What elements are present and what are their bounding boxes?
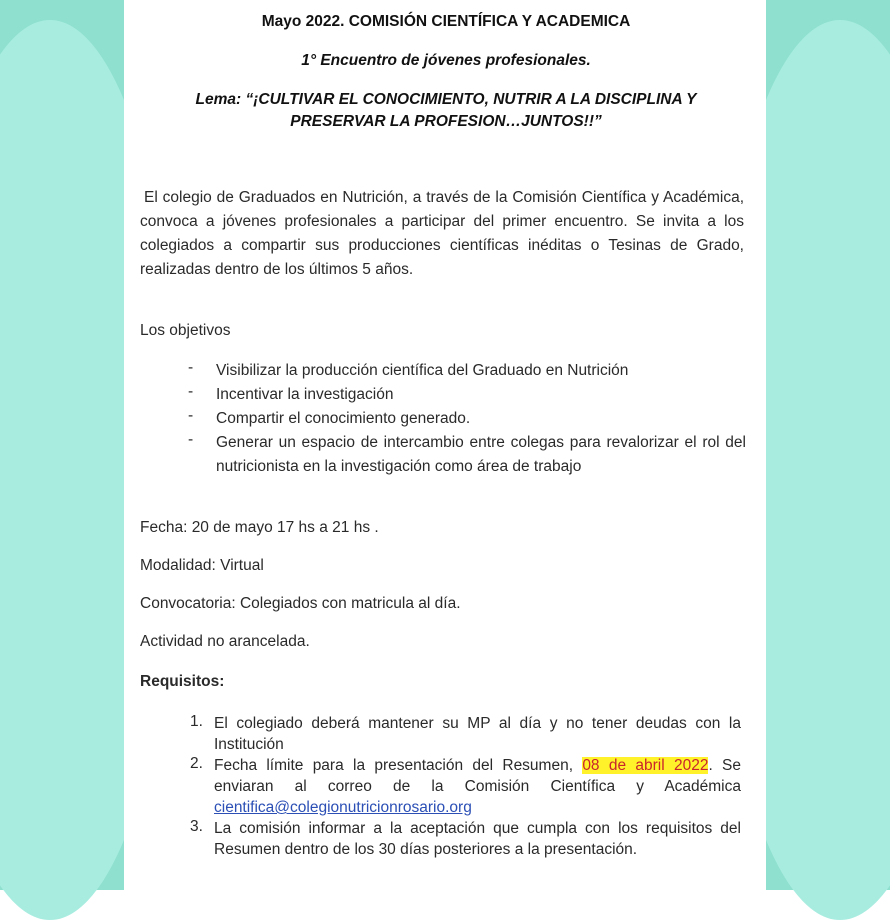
email-link[interactable]: cientifica@colegionutricionrosario.org [214, 799, 472, 816]
objective-text: Compartir el conocimiento generado. [216, 410, 471, 427]
requirement-text-middle: . Se enviaran al correo de la Comisión Científica y Académica [214, 757, 741, 795]
document-title: Mayo 2022. COMISIÓN CIENTÍFICA Y ACADEMICA [261, 13, 631, 30]
requirements-label: Requisitos: [140, 673, 225, 690]
motto-line-1: Lema: “¡CULTIVAR EL CONOCIMIENTO, NUTRIR A LA DISCIPLINA Y [195, 91, 697, 108]
event-call: Convocatoria: Colegiados con matricula al día. [140, 595, 461, 612]
requirement-text: La comisión informar a la aceptación que cumpla con los requisitos del Resumen dentro de los 30 días posteriores a la presentación. [214, 820, 741, 858]
deadline-highlight: 08 de abril 2022 [582, 757, 709, 774]
objectives-label: Los objetivos [140, 322, 231, 339]
event-date: Fecha: 20 de mayo 17 hs a 21 hs . [140, 519, 379, 536]
requirement-text-start: Fecha límite para la presentación del Resumen, [214, 757, 574, 774]
requirement-number: 3. [190, 818, 203, 835]
requirement-number: 2. [190, 755, 203, 772]
event-modality: Modalidad: Virtual [140, 557, 264, 574]
requirement-text: El colegiado deberá mantener su MP al día y no tener deudas con la Institución [214, 715, 741, 753]
requirement-number: 1. [190, 713, 203, 730]
bullet-dash: - [188, 383, 194, 400]
requirement-text [214, 755, 741, 818]
objective-text: Generar un espacio de intercambio entre colegas para revalorizar el rol del nutricionista en la investigación como área de trabajo [216, 434, 746, 475]
bullet-dash: - [188, 407, 194, 424]
motto-line-2: PRESERVAR LA PROFESION…JUNTOS!!” [290, 113, 602, 130]
objective-text: Incentivar la investigación [216, 386, 394, 403]
objective-text: Visibilizar la producción científica del Graduado en Nutrición [216, 362, 629, 379]
event-fee-note: Actividad no arancelada. [140, 633, 310, 650]
document-subtitle: 1° Encuentro de jóvenes profesionales. [301, 52, 591, 69]
bullet-dash: - [188, 431, 194, 448]
intro-paragraph: El colegio de Graduados en Nutrición, a través de la Comisión Científica y Académica, convoca a jóvenes profesionales a participar del primer encuentro. Se invita a los colegiados a compartir sus producciones científicas inéditas o Tesinas de Grado, realizadas dentro de los últimos 5 años. [140, 189, 744, 278]
bullet-dash: - [188, 359, 194, 376]
